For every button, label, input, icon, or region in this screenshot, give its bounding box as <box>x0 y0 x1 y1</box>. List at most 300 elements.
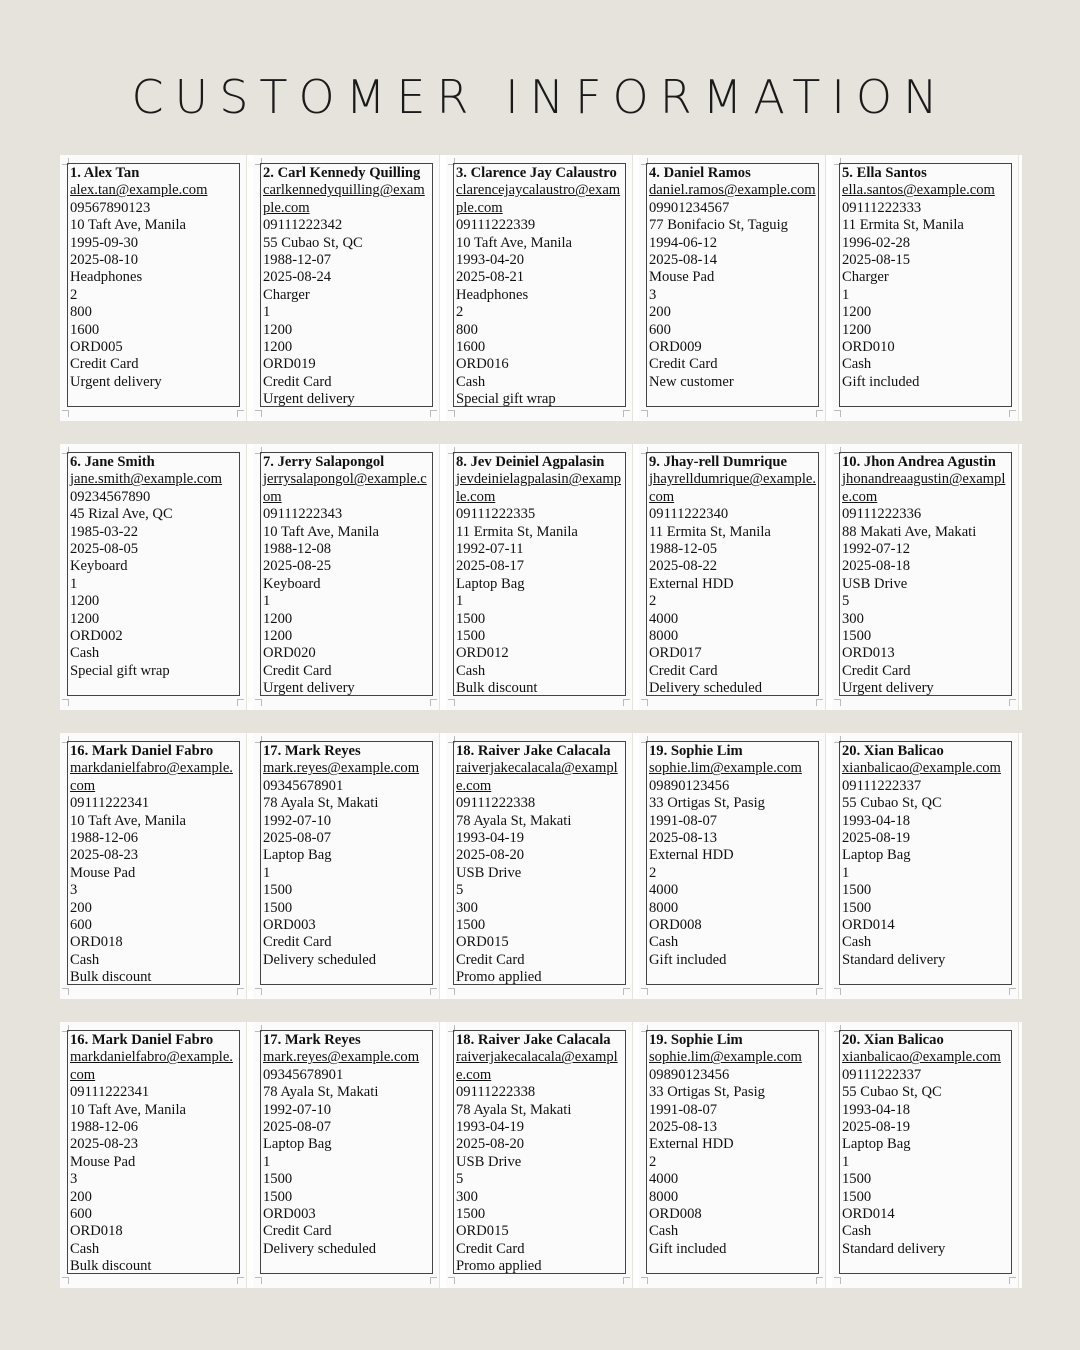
customer-payment: Credit Card <box>842 662 911 679</box>
crop-mark <box>834 1277 841 1284</box>
customer-quantity: 5 <box>456 1171 464 1188</box>
customer-email[interactable]: markdanielfabro@example.com <box>70 1049 233 1083</box>
customer-order-date: 2025-08-21 <box>456 269 525 286</box>
customer-total: 600 <box>70 1206 92 1223</box>
customer-name: 9. Jhay-rell Dumrique <box>649 454 787 470</box>
customer-product: USB Drive <box>842 575 908 592</box>
customer-address: 11 Ermita St, Manila <box>842 217 964 234</box>
customer-email[interactable]: jane.smith@example.com <box>70 471 223 488</box>
customer-total: 600 <box>649 321 671 338</box>
customer-total: 8000 <box>649 1188 679 1205</box>
customer-notes: Gift included <box>842 373 920 390</box>
customer-product: Mouse Pad <box>70 864 136 881</box>
crop-mark <box>430 988 437 995</box>
customer-card <box>446 155 633 421</box>
customer-name: 20. Xian Balicao <box>842 743 944 759</box>
customer-address: 77 Bonifacio St, Taguig <box>649 217 788 234</box>
customer-notes: Delivery scheduled <box>649 680 763 696</box>
crop-mark <box>641 988 648 995</box>
customer-unit-price: 4000 <box>649 1171 679 1188</box>
customer-order-date: 2025-08-05 <box>70 541 139 558</box>
customer-record <box>646 452 819 696</box>
customer-payment: Cash <box>842 1223 872 1240</box>
customer-record <box>67 163 240 407</box>
customer-email[interactable]: raiverjakecalacala@example.com <box>456 760 618 794</box>
customer-order-date: 2025-08-19 <box>842 830 911 847</box>
customer-payment: Credit Card <box>263 934 332 951</box>
customer-unit-price: 800 <box>70 304 92 321</box>
customer-email[interactable]: jhayrelldumrique@example.com <box>649 471 817 505</box>
customer-address: 10 Taft Ave, Manila <box>70 1101 186 1118</box>
crop-mark <box>62 410 69 417</box>
customer-order-date: 2025-08-07 <box>263 830 332 847</box>
customer-order-date: 2025-08-23 <box>70 847 139 864</box>
customer-order-date: 2025-08-17 <box>456 558 525 575</box>
customer-record <box>839 452 1012 696</box>
customer-notes: Delivery scheduled <box>263 1240 377 1257</box>
customer-payment: Credit Card <box>456 951 525 968</box>
customer-payment: Cash <box>842 934 872 951</box>
customer-quantity: 1 <box>842 1153 850 1170</box>
customer-total: 1500 <box>456 917 486 934</box>
crop-mark <box>641 699 648 706</box>
customer-order-id: ORD013 <box>842 645 895 662</box>
customer-record <box>260 163 433 407</box>
customer-card-row <box>60 1022 1022 1288</box>
customer-product: External HDD <box>649 575 734 592</box>
customer-email[interactable]: mark.reyes@example.com <box>263 760 420 777</box>
customer-email[interactable]: xianbalicao@example.com <box>842 760 1001 777</box>
customer-card <box>832 733 1019 999</box>
customer-record <box>453 741 626 985</box>
customer-unit-price: 1500 <box>263 1171 293 1188</box>
customer-payment: Cash <box>456 373 486 390</box>
customer-unit-price: 1200 <box>70 593 100 610</box>
customer-name: 4. Daniel Ramos <box>649 165 751 181</box>
customer-order-id: ORD015 <box>456 934 509 951</box>
customer-order-id: ORD003 <box>263 1206 316 1223</box>
customer-record <box>453 163 626 407</box>
customer-name: 8. Jev Deiniel Agpalasin <box>456 454 605 470</box>
customer-payment: Credit Card <box>649 356 718 373</box>
customer-phone: 09111222337 <box>842 777 922 794</box>
customer-total: 8000 <box>649 899 679 916</box>
customer-birthdate: 1993-04-18 <box>842 812 911 829</box>
customer-birthdate: 1991-08-07 <box>649 812 718 829</box>
customer-quantity: 2 <box>649 1153 657 1170</box>
customer-address: 11 Ermita St, Manila <box>456 523 578 540</box>
customer-card <box>60 1022 247 1288</box>
customer-name: 17. Mark Reyes <box>263 1032 361 1048</box>
customer-total: 1200 <box>70 610 100 627</box>
crop-mark <box>448 988 455 995</box>
customer-notes: New customer <box>649 373 734 390</box>
crop-mark <box>623 410 630 417</box>
customer-quantity: 1 <box>263 1153 271 1170</box>
customer-product: Keyboard <box>263 575 321 592</box>
customer-record <box>260 1030 433 1274</box>
crop-mark <box>430 699 437 706</box>
customer-name: 10. Jhon Andrea Agustin <box>842 454 996 470</box>
customer-order-id: ORD014 <box>842 1206 895 1223</box>
customer-total: 1500 <box>842 628 872 645</box>
customer-record <box>260 452 433 696</box>
customer-product: Keyboard <box>70 558 128 575</box>
customer-name: 5. Ella Santos <box>842 165 927 181</box>
customer-order-id: ORD003 <box>263 917 316 934</box>
customer-birthdate: 1991-08-07 <box>649 1101 718 1118</box>
customer-address: 10 Taft Ave, Manila <box>263 523 379 540</box>
customer-card <box>253 733 440 999</box>
customer-order-id: ORD008 <box>649 917 702 934</box>
customer-card-row <box>60 733 1022 999</box>
customer-order-date: 2025-08-10 <box>70 252 139 269</box>
customer-address: 78 Ayala St, Makati <box>263 795 379 812</box>
crop-mark <box>623 1277 630 1284</box>
customer-email[interactable]: raiverjakecalacala@example.com <box>456 1049 618 1083</box>
customer-name: 19. Sophie Lim <box>649 743 743 759</box>
customer-record <box>839 741 1012 985</box>
customer-product: Mouse Pad <box>70 1153 136 1170</box>
customer-name: 1. Alex Tan <box>70 165 140 181</box>
crop-mark <box>816 410 823 417</box>
customer-birthdate: 1992-07-10 <box>263 1101 332 1118</box>
customer-email[interactable]: sophie.lim@example.com <box>649 1049 802 1066</box>
customer-order-id: ORD016 <box>456 356 509 373</box>
customer-notes: Special gift wrap <box>456 391 556 407</box>
customer-order-id: ORD020 <box>263 645 316 662</box>
customer-order-id: ORD018 <box>70 1223 123 1240</box>
customer-name: 19. Sophie Lim <box>649 1032 743 1048</box>
customer-unit-price: 200 <box>70 899 92 916</box>
crop-mark <box>641 1277 648 1284</box>
customer-record <box>646 741 819 985</box>
customer-product: Mouse Pad <box>649 269 715 286</box>
customer-payment: Credit Card <box>70 356 139 373</box>
customer-total: 600 <box>70 917 92 934</box>
crop-mark <box>62 988 69 995</box>
customer-notes: Bulk discount <box>456 680 538 696</box>
customer-card <box>446 733 633 999</box>
customer-product: Charger <box>263 286 310 303</box>
customer-email[interactable]: daniel.ramos@example.com <box>649 182 816 199</box>
customer-order-id: ORD005 <box>70 339 123 356</box>
customer-card-row <box>60 444 1022 710</box>
customer-card <box>446 1022 633 1288</box>
customer-email[interactable]: jhonandreaagustin@example.com <box>842 471 1006 505</box>
customer-birthdate: 1995-09-30 <box>70 234 139 251</box>
customer-quantity: 5 <box>842 593 850 610</box>
customer-quantity: 2 <box>70 286 78 303</box>
customer-unit-price: 1500 <box>456 610 486 627</box>
customer-address: 55 Cubao St, QC <box>842 1084 942 1101</box>
customer-name: 17. Mark Reyes <box>263 743 361 759</box>
customer-phone: 09111222337 <box>842 1066 922 1083</box>
customer-order-date: 2025-08-14 <box>649 252 718 269</box>
customer-total: 1500 <box>456 1206 486 1223</box>
customer-unit-price: 200 <box>649 304 671 321</box>
customer-notes: Standard delivery <box>842 1240 946 1257</box>
customer-unit-price: 1500 <box>842 882 872 899</box>
crop-mark <box>237 410 244 417</box>
customer-total: 1500 <box>263 1188 293 1205</box>
customer-record <box>839 1030 1012 1274</box>
customer-notes: Bulk discount <box>70 969 152 985</box>
customer-unit-price: 1500 <box>842 1171 872 1188</box>
customer-order-id: ORD019 <box>263 356 316 373</box>
customer-quantity: 1 <box>842 286 850 303</box>
customer-payment: Credit Card <box>263 373 332 390</box>
customer-total: 1600 <box>70 321 100 338</box>
customer-record <box>839 163 1012 407</box>
customer-notes: Standard delivery <box>842 951 946 968</box>
crop-mark <box>448 410 455 417</box>
customer-record <box>453 1030 626 1274</box>
customer-record <box>67 452 240 696</box>
customer-quantity: 3 <box>70 1171 78 1188</box>
customer-email[interactable]: alex.tan@example.com <box>70 182 208 199</box>
customer-quantity: 2 <box>649 593 657 610</box>
customer-unit-price: 300 <box>842 610 864 627</box>
customer-birthdate: 1988-12-06 <box>70 1119 139 1136</box>
customer-product: Laptop Bag <box>263 847 332 864</box>
customer-birthdate: 1985-03-22 <box>70 523 139 540</box>
customer-order-date: 2025-08-07 <box>263 1119 332 1136</box>
customer-quantity: 1 <box>456 593 464 610</box>
customer-address: 88 Makati Ave, Makati <box>842 523 977 540</box>
customer-payment: Credit Card <box>649 662 718 679</box>
crop-mark <box>816 988 823 995</box>
customer-total: 1200 <box>842 321 872 338</box>
customer-phone: 09111222338 <box>456 1084 536 1101</box>
customer-record <box>646 1030 819 1274</box>
customer-order-id: ORD008 <box>649 1206 702 1223</box>
customer-order-id: ORD009 <box>649 339 702 356</box>
customer-card <box>832 444 1019 710</box>
customer-order-date: 2025-08-15 <box>842 252 911 269</box>
customer-order-date: 2025-08-19 <box>842 1119 911 1136</box>
customer-card <box>639 1022 826 1288</box>
customer-birthdate: 1993-04-18 <box>842 1101 911 1118</box>
customer-unit-price: 1200 <box>263 321 293 338</box>
customer-card <box>253 155 440 421</box>
customer-card <box>253 444 440 710</box>
customer-email[interactable]: jevdeinielagpalasin@example.com <box>456 471 621 505</box>
customer-quantity: 1 <box>842 864 850 881</box>
customer-notes: Bulk discount <box>70 1258 152 1274</box>
crop-mark <box>237 1277 244 1284</box>
customer-product: USB Drive <box>456 1153 522 1170</box>
customer-order-id: ORD015 <box>456 1223 509 1240</box>
customer-record <box>453 452 626 696</box>
customer-phone: 09890123456 <box>649 777 730 794</box>
crop-mark <box>430 1277 437 1284</box>
customer-payment: Cash <box>842 356 872 373</box>
customer-card <box>639 733 826 999</box>
customer-phone: 09890123456 <box>649 1066 730 1083</box>
customer-unit-price: 1200 <box>263 610 293 627</box>
customer-phone: 09567890123 <box>70 199 151 216</box>
crop-mark <box>1009 1277 1016 1284</box>
customer-order-date: 2025-08-24 <box>263 269 332 286</box>
customer-birthdate: 1993-04-19 <box>456 1119 525 1136</box>
customer-product: External HDD <box>649 1136 734 1153</box>
customer-order-date: 2025-08-20 <box>456 847 525 864</box>
customer-payment: Cash <box>649 1223 679 1240</box>
customer-address: 33 Ortigas St, Pasig <box>649 795 765 812</box>
crop-mark <box>816 699 823 706</box>
customer-phone: 09345678901 <box>263 1066 344 1083</box>
customer-address: 45 Rizal Ave, QC <box>70 506 173 523</box>
customer-record <box>646 163 819 407</box>
crop-mark <box>255 410 262 417</box>
crop-mark <box>834 410 841 417</box>
crop-mark <box>237 988 244 995</box>
customer-notes: Promo applied <box>456 969 542 985</box>
customer-unit-price: 4000 <box>649 882 679 899</box>
customer-address: 55 Cubao St, QC <box>263 234 363 251</box>
customer-quantity: 1 <box>70 575 78 592</box>
customer-email[interactable]: jerrysalapongol@example.com <box>263 471 427 505</box>
customer-phone: 09111222333 <box>842 199 922 216</box>
customer-total: 1200 <box>263 628 293 645</box>
customer-notes: Urgent delivery <box>263 680 355 696</box>
customer-payment: Credit Card <box>456 1240 525 1257</box>
crop-mark <box>834 699 841 706</box>
customer-total: 8000 <box>649 628 679 645</box>
customer-notes: Gift included <box>649 951 727 968</box>
customer-unit-price: 1200 <box>842 304 872 321</box>
customer-birthdate: 1992-07-10 <box>263 812 332 829</box>
customer-order-id: ORD012 <box>456 645 509 662</box>
crop-mark <box>448 699 455 706</box>
customer-total: 1500 <box>263 899 293 916</box>
customer-order-date: 2025-08-18 <box>842 558 911 575</box>
customer-order-id: ORD010 <box>842 339 895 356</box>
customer-card <box>639 155 826 421</box>
customer-phone: 09111222340 <box>649 506 729 523</box>
customer-card <box>446 444 633 710</box>
customer-order-date: 2025-08-25 <box>263 558 332 575</box>
customer-birthdate: 1993-04-20 <box>456 252 525 269</box>
customer-notes: Delivery scheduled <box>263 951 377 968</box>
customer-email[interactable]: ella.santos@example.com <box>842 182 995 199</box>
customer-name: 7. Jerry Salapongol <box>263 454 385 470</box>
customer-address: 78 Ayala St, Makati <box>456 1101 572 1118</box>
customer-total: 1500 <box>842 1188 872 1205</box>
customer-name: 3. Clarence Jay Calaustro <box>456 165 617 181</box>
customer-name: 2. Carl Kennedy Quilling <box>263 165 421 181</box>
customer-birthdate: 1988-12-06 <box>70 830 139 847</box>
customer-quantity: 1 <box>263 593 271 610</box>
customer-address: 10 Taft Ave, Manila <box>70 217 186 234</box>
customer-name: 16. Mark Daniel Fabro <box>70 743 214 759</box>
customer-email[interactable]: mark.reyes@example.com <box>263 1049 420 1066</box>
customer-address: 78 Ayala St, Makati <box>263 1084 379 1101</box>
customer-quantity: 3 <box>649 286 657 303</box>
customer-birthdate: 1996-02-28 <box>842 234 911 251</box>
customer-order-id: ORD014 <box>842 917 895 934</box>
customer-order-date: 2025-08-13 <box>649 1119 718 1136</box>
crop-mark <box>1009 699 1016 706</box>
customer-quantity: 2 <box>649 864 657 881</box>
crop-mark <box>623 699 630 706</box>
customer-unit-price: 4000 <box>649 610 679 627</box>
customer-payment: Cash <box>649 934 679 951</box>
customer-product: USB Drive <box>456 864 522 881</box>
customer-notes: Gift included <box>649 1240 727 1257</box>
customer-address: 10 Taft Ave, Manila <box>456 234 572 251</box>
customer-order-id: ORD017 <box>649 645 702 662</box>
customer-email[interactable]: markdanielfabro@example.com <box>70 760 233 794</box>
customer-product: External HDD <box>649 847 734 864</box>
customer-phone: 09111222339 <box>456 217 536 234</box>
crop-mark <box>62 699 69 706</box>
customer-payment: Cash <box>456 662 486 679</box>
crop-mark <box>62 1277 69 1284</box>
crop-mark <box>255 988 262 995</box>
customer-unit-price: 1500 <box>263 882 293 899</box>
customer-record <box>260 741 433 985</box>
page-title: CUSTOMER INFORMATION <box>131 70 949 124</box>
customer-product: Charger <box>842 269 889 286</box>
crop-mark <box>255 699 262 706</box>
customer-email[interactable]: carlkennedyquilling@example.com <box>263 182 425 216</box>
customer-email[interactable]: clarencejaycalaustro@example.com <box>456 182 621 216</box>
customer-name: 16. Mark Daniel Fabro <box>70 1032 214 1048</box>
customer-quantity: 2 <box>456 304 464 321</box>
customer-payment: Cash <box>70 1240 100 1257</box>
customer-card <box>639 444 826 710</box>
customer-card-row <box>60 155 1022 421</box>
customer-unit-price: 200 <box>70 1188 92 1205</box>
customer-notes: Urgent delivery <box>842 680 934 696</box>
customer-email[interactable]: xianbalicao@example.com <box>842 1049 1001 1066</box>
customer-phone: 09111222341 <box>70 1084 150 1101</box>
customer-name: 6. Jane Smith <box>70 454 155 470</box>
customer-payment: Cash <box>70 645 100 662</box>
customer-unit-price: 300 <box>456 1188 478 1205</box>
customer-birthdate: 1988-12-07 <box>263 252 332 269</box>
crop-mark <box>816 1277 823 1284</box>
customer-name: 18. Raiver Jake Calacala <box>456 1032 611 1048</box>
customer-name: 20. Xian Balicao <box>842 1032 944 1048</box>
customer-birthdate: 1992-07-11 <box>456 541 524 558</box>
crop-mark <box>237 699 244 706</box>
crop-mark <box>448 1277 455 1284</box>
crop-mark <box>834 988 841 995</box>
customer-total: 1500 <box>456 628 486 645</box>
customer-order-id: ORD002 <box>70 628 123 645</box>
customer-birthdate: 1993-04-19 <box>456 830 525 847</box>
customer-order-date: 2025-08-22 <box>649 558 718 575</box>
customer-address: 78 Ayala St, Makati <box>456 812 572 829</box>
customer-email[interactable]: sophie.lim@example.com <box>649 760 802 777</box>
customer-payment: Cash <box>70 951 100 968</box>
customer-phone: 09345678901 <box>263 777 344 794</box>
customer-product: Laptop Bag <box>456 575 525 592</box>
customer-payment: Credit Card <box>263 1223 332 1240</box>
customer-payment: Credit Card <box>263 662 332 679</box>
customer-card <box>253 1022 440 1288</box>
crop-mark <box>1009 410 1016 417</box>
customer-total: 1500 <box>842 899 872 916</box>
customer-address: 11 Ermita St, Manila <box>649 523 771 540</box>
customer-product: Laptop Bag <box>263 1136 332 1153</box>
customer-order-id: ORD018 <box>70 934 123 951</box>
customer-phone: 09111222335 <box>456 506 536 523</box>
crop-mark <box>623 988 630 995</box>
